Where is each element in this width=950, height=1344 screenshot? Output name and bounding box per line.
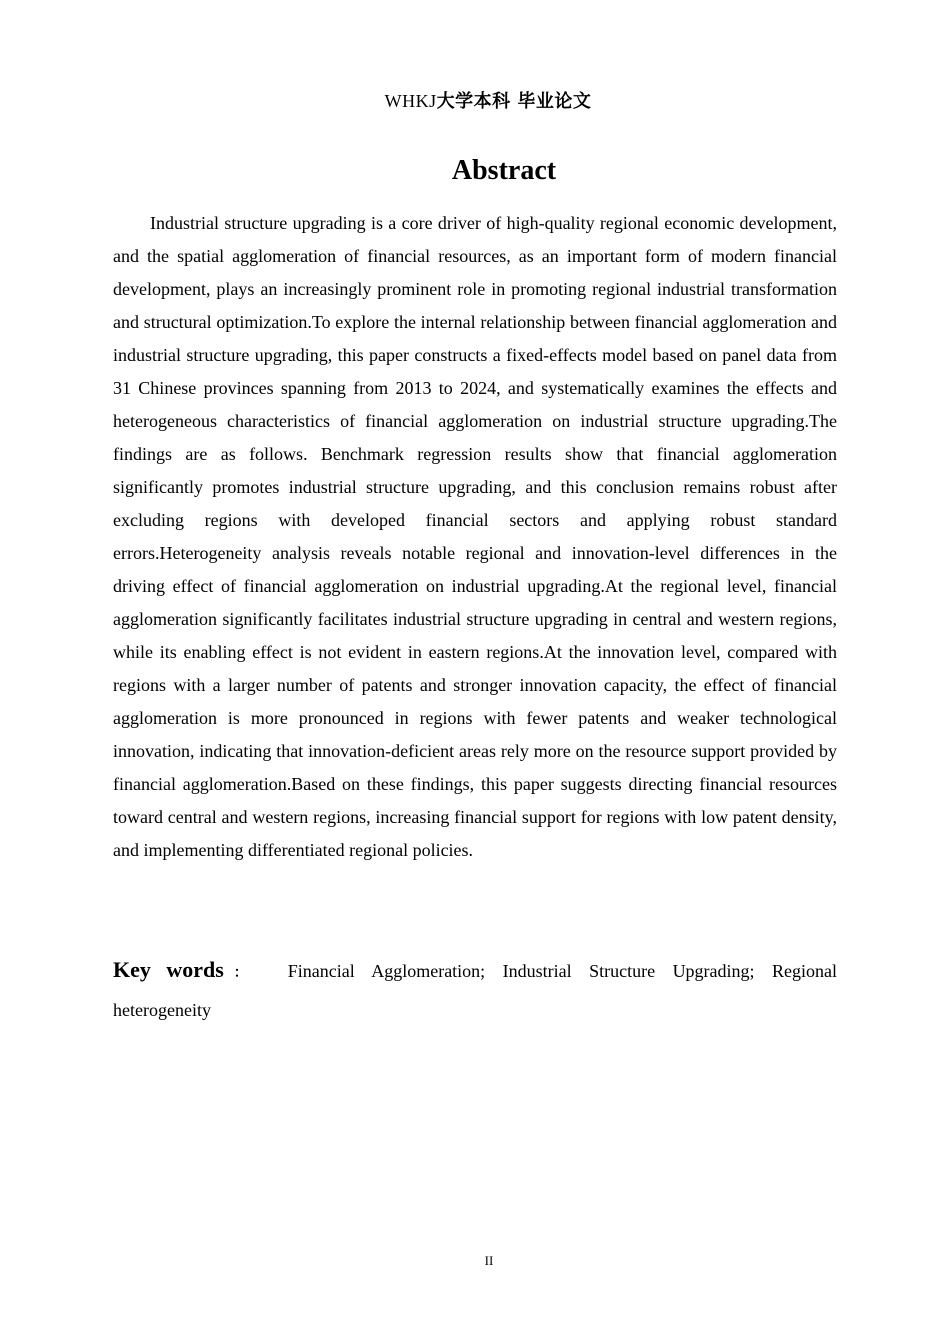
keywords-colon: ： [223, 965, 258, 981]
keywords-label: Key words [113, 957, 224, 982]
abstract-body: Industrial structure upgrading is a core driver of high-quality regional economic development, and the spatial agglomeration of financial resources, as an important form of modern financial development, plays an increasingly prominent role in promoting regional industrial transformation and structural optimization.To explore the internal relationship between financial agglomeration and industrial structure upgrading, this paper constructs a fixed-effects model based on panel data from 31 Chinese provinces spanning from 2013 to 2024, and systematically examines the effects and heterogeneous characteristics of financial agglomeration on industrial structure upgrading.The findings are as follows. Benchmark regression results show that financial agglomeration significantly promotes industrial structure upgrading, and this conclusion remains robust after excluding regions with developed financial sectors and applying robust standard errors.Heterogeneity analysis reveals notable regional and innovation-level differences in the driving effect of financial agglomeration on industrial upgrading.At the regional level, financial agglomeration significantly facilitates industrial structure upgrading in central and western regions, while its enabling effect is not evident in eastern regions.At the innovation level, compared with regions with a larger number of patents and stronger innovation capacity, the effect of financial agglomeration is more pronounced in regions with fewer patents and weaker technological innovation, indicating that innovation-deficient areas rely more on the resource support provided by financial agglomeration.Based on these findings, this paper suggests directing financial resources toward central and western regions, increasing financial support for regions with low patent density, and implementing differentiated regional policies. [113, 213, 837, 860]
page-number: II [484, 1253, 494, 1268]
keywords-section [113, 951, 837, 1029]
abstract-heading: Abstract [451, 155, 557, 186]
keywords-text: Financial Agglomeration; Industrial Structure Upgrading; Regional heterogeneity [113, 961, 838, 1020]
header-latin: WHKJ [384, 91, 437, 111]
header-chinese: 大学本科 毕业论文 [436, 91, 592, 112]
running-header [0, 89, 950, 114]
